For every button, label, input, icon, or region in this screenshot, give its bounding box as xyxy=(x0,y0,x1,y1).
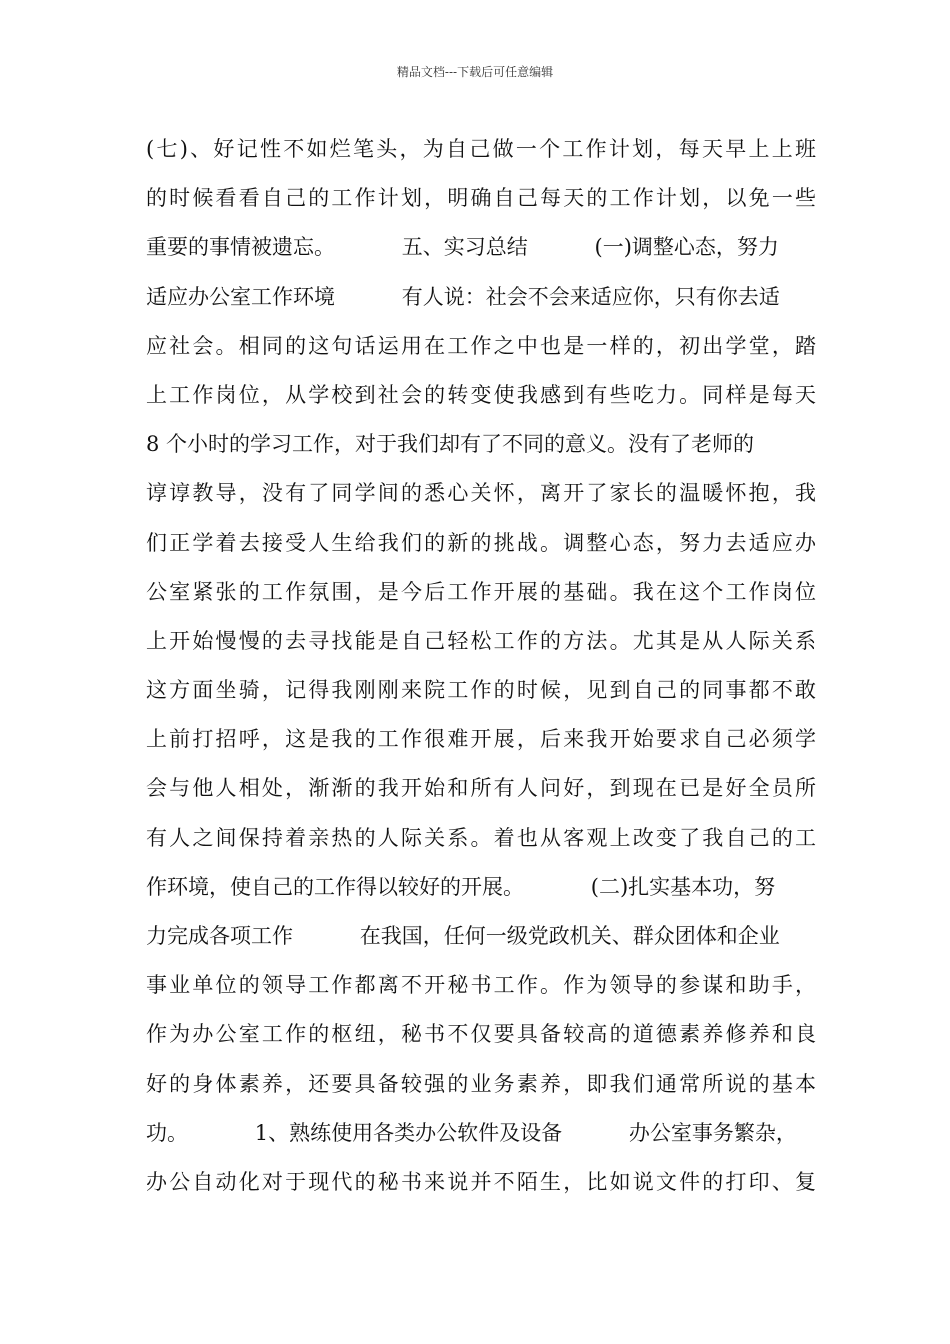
text-line: 有人之间保持着亲热的人际关系。着也从客观上改变了我自己的工 xyxy=(146,825,816,850)
text-line: 办公自动化对于现代的秘书来说并不陌生，比如说文件的打印、复 xyxy=(146,1169,816,1194)
text-line: 这方面坐骑，记得我刚刚来院工作的时候，见到自己的同事都不敢 xyxy=(146,678,816,703)
text-line: 公室紧张的工作氛围，是今后工作开展的基础。我在这个工作岗位 xyxy=(146,579,816,604)
text-line: 力完成各项工作 在我国，任何一级党政机关、群众团体和企业 xyxy=(146,924,780,948)
text-line: 重要的事情被遗忘。 五、实习总结 (一)调整心态，努力 xyxy=(146,235,779,260)
text-line: 功。 1、熟练使用各类办公软件及设备 办公室事务繁杂， xyxy=(146,1120,797,1145)
text-line: 上开始慢慢的去寻找能是自己轻松工作的方法。尤其是从人际关系 xyxy=(146,628,816,653)
text-line: 好的身体素养，还要具备较强的业务素养，即我们通常所说的基本 xyxy=(146,1071,816,1096)
text-line: (七)、好记性不如烂笔头，为自己做一个工作计划，每天早上上班 xyxy=(146,137,816,161)
text-line: 事业单位的领导工作都离不开秘书工作。作为领导的参谋和助手， xyxy=(146,973,816,998)
text-line: 作环境，使自己的工作得以较好的开展。 (二)扎实基本功，努 xyxy=(146,874,776,899)
text-line: 适应办公室工作环境 有人说：社会不会来适应你，只有你去适 xyxy=(146,284,780,309)
text-line: 谆谆教导，没有了同学间的悉心关怀，离开了家长的温暖怀抱，我 xyxy=(146,481,816,506)
text-line: 应社会。相同的这句话运用在工作之中也是一样的，初出学堂，踏 xyxy=(146,333,816,358)
text-line: 上工作岗位，从学校到社会的转变使我感到有些吃力。同样是每天 xyxy=(146,382,816,407)
text-line: 8 个小时的学习工作，对于我们却有了不同的意义。没有了老师的 xyxy=(146,432,755,457)
page-header: 精品文档---下载后可任意编辑 xyxy=(396,65,554,79)
text-line: 的时候看看自己的工作计划，明确自己每天的工作计划，以免一些 xyxy=(146,186,816,211)
text-line: 会与他人相处，渐渐的我开始和所有人问好，到现在已是好全员所 xyxy=(146,776,816,801)
text-line: 作为办公室工作的枢纽，秘书不仅要具备较高的道德素养修养和良 xyxy=(146,1022,816,1047)
text-line: 上前打招呼，这是我的工作很难开展，后来我开始要求自己必须学 xyxy=(146,727,816,752)
document-body xyxy=(146,125,816,1207)
text-line: 们正学着去接受人生给我们的新的挑战。调整心态，努力去适应办 xyxy=(146,530,816,555)
